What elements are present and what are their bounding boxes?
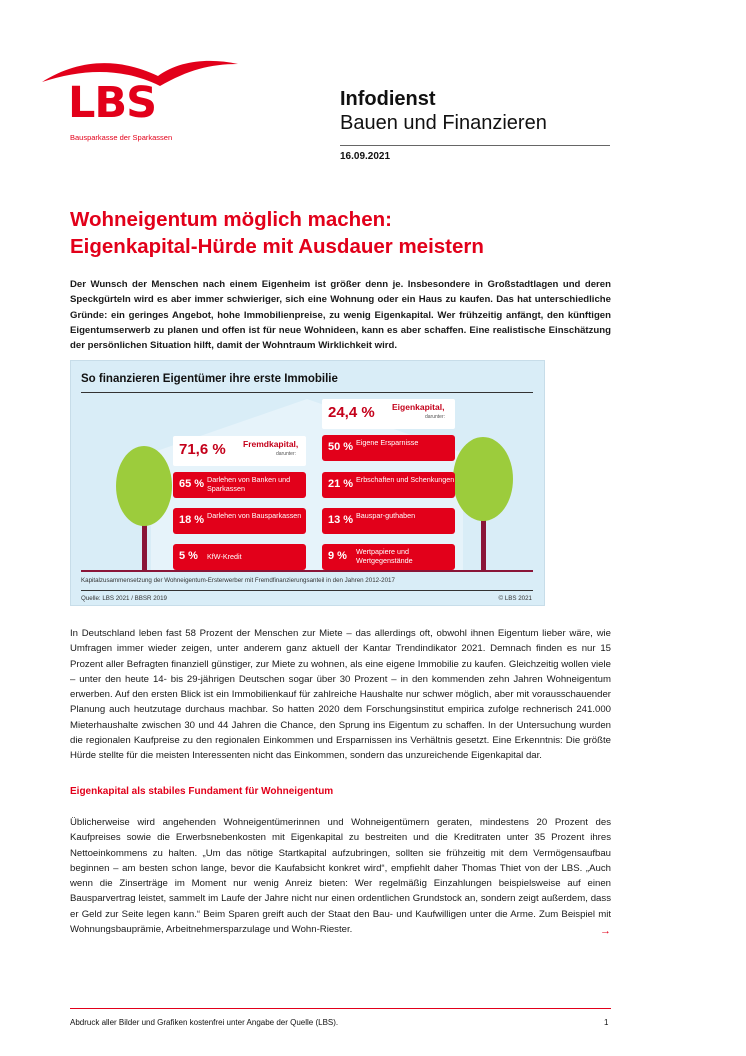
tree-crown-left: [116, 446, 172, 526]
row-label: Darlehen von Bausparkassen: [207, 511, 302, 520]
row-value: 5 %: [179, 550, 198, 562]
header-divider: [340, 145, 610, 146]
row-label: Bauspar-guthaben: [356, 511, 416, 520]
fremdkapital-sublabel: darunter:: [276, 451, 297, 457]
eigenkapital-row-4: [322, 544, 455, 570]
continue-arrow-icon: →: [600, 925, 611, 937]
fremdkapital-row-2: [173, 508, 306, 534]
infographic-title-divider: [81, 392, 533, 393]
infographic-title: So finanzieren Eigentümer ihre erste Immobilie: [81, 373, 338, 385]
infographic: [70, 360, 545, 606]
body-paragraph-1: In Deutschland leben fast 58 Prozent der Menschen zur Miete – das allerdings oft, obwohl ihnen Eigentum lieber wäre, wie Umfragen immer wieder zeigen, unter anderem ganz aktuell der Kantar Trendindikator 2021. Demnach finden es nur 15 Prozent aller Befragten finanziell günstiger, zur Miete zu wohnen, als eine eigene Immobilie zu kaufen. Gleichzeitig wollen viele – unter den heute 14- bis 29-jährigen Deutschen sogar über 30 Prozent – in den kommenden zehn Jahren Wohneigentum erwerben. Auf den ersten Blick ist ein Immobilienkauf für zahlreiche Haushalte nur schwer möglich, aber mit vorausschauender Planung auch heutzutage durchaus machbar. So hatten 2020 dem Forschungsinstitut empirica zufolge rechnerisch 241.000 Mieterhaushalte zwischen 30 und 44 Jahren die Chance, den Sprung ins Eigentum zu schaffen. In der Untersuchung wurden die regionalen Kaufpreise zu den regionalen Einkommen und Ersparnissen ins Verhältnis gesetzt. Eine Erkenntnis: Die größte Hürde stellte für die meisten Interessenten nicht das Einkommen, sondern das unzureichende Eigenkapital dar.: [70, 628, 611, 762]
page-title: [70, 206, 610, 260]
row-value: 13 %: [328, 514, 354, 526]
row-value: 9 %: [328, 550, 347, 562]
header-title: Infodienst: [340, 88, 436, 110]
lead-paragraph: Der Wunsch der Menschen nach einem Eigenheim ist größer denn je. Insbesondere in Großstadtlagen und deren Speckgürteln wird es aber immer schwieriger, sich eine Wohnung oder ein Haus zu kaufen. Das hat unterschiedliche Gründe: ein geringes Angebot, hohe Immobilienpreise, zu wenig Eigenkapital. Wer frühzeitig anfängt, den künftigen Eigentumserwerb zu planen und offen ist für neue Wohnideen, kann es aber schaffen. Eine realistische Einschätzung der persönlichen Situation hilft, damit der Wohntraum Wirklichkeit wird.: [70, 279, 611, 352]
section-heading: Eigenkapital als stabiles Fundament für Wohneigentum: [70, 786, 334, 797]
infographic-copyright: © LBS 2021: [498, 595, 532, 602]
eigenkapital-sublabel: darunter:: [425, 414, 446, 420]
header-date: 16.09.2021: [340, 151, 391, 162]
row-value: 65 %: [179, 478, 205, 490]
row-label: Wertpapiere und Wertgegenstände: [356, 547, 413, 565]
eigenkapital-row-1: [322, 435, 455, 461]
page-number: 1: [604, 1018, 609, 1027]
page-title-line1: Wohneigentum möglich machen:: [70, 208, 392, 231]
infographic-source: Quelle: LBS 2021 / BBSR 2019: [81, 595, 167, 602]
row-label: Darlehen von Banken und Sparkassen: [207, 475, 291, 493]
infographic-footnote: Kapitalzusammensetzung der Wohneigentum-Ersterwerber mit Fremdfinanzierungsanteil in den Jahren 2012-2017: [81, 577, 395, 584]
row-value: 21 %: [328, 478, 354, 490]
header-subtitle: Bauen und Finanzieren: [340, 112, 547, 134]
row-label: KfW-Kredit: [207, 552, 242, 561]
row-value: 50 %: [328, 441, 354, 453]
footer-divider: [70, 1008, 611, 1009]
eigenkapital-row-3: [322, 508, 455, 534]
fremdkapital-callout: [173, 436, 306, 466]
fremdkapital-row-3: [173, 544, 306, 570]
page-title-line2: Eigenkapital-Hürde mit Ausdauer meistern: [70, 235, 484, 258]
row-label: Eigene Ersparnisse: [356, 438, 419, 447]
body-paragraph-2: Üblicherweise wird angehenden Wohneigentümerinnen und Wohneigentümern geraten, mindestens 20 Prozent des Kaufpreises sowie die Erwerbsnebenkosten mit Eigenkapital zu bestreiten und die Kreditraten unter 35 Prozent ihres Nettoeinkommens zu halten. „Um das nötige Startkapital aufzubringen, sollten sie frühzeitig mit dem Vermögensaufbau beginnen – am besten schon lange, bevor die Kaufabsicht konkret wird“, empfiehlt daher Thomas Thiet von der LBS. „Auch wenn die Zinserträge im Moment nur wenig Anreiz bieten: Wer regelmäßig Einzahlungen beispielsweise auf einen Bausparvertrag leistet, sammelt im Laufe der Jahre nicht nur einen ordentlichen Grundstock an, sondern zeigt außerdem, dass er Geld zur Seite legen kann.“ Beim Sparen greift auch der Staat den Bau- und Kaufwilligen unter die Arme. Zum Beispiel mit Wohnungsbauprämie, Arbeitnehmersparzulage und Wohn-Riester.: [70, 817, 611, 936]
row-value: 18 %: [179, 514, 205, 526]
fremdkapital-share: 71,6 %: [179, 441, 226, 458]
eigenkapital-callout: [322, 399, 455, 429]
eigenkapital-label: Eigenkapital,: [392, 402, 445, 412]
fremdkapital-label: Fremdkapital,: [243, 439, 299, 449]
fremdkapital-row-1: [173, 472, 306, 498]
eigenkapital-row-2: [322, 472, 455, 498]
ground-line: [81, 570, 533, 572]
lbs-logo: LBS: [68, 78, 157, 128]
logo-tagline: Bausparkasse der Sparkassen: [70, 133, 173, 142]
row-label: Erbschaften und Schenkungen: [356, 475, 455, 484]
footer-note: Abdruck aller Bilder und Grafiken kostenfrei unter Angabe der Quelle (LBS).: [70, 1018, 339, 1027]
eigenkapital-share: 24,4 %: [328, 404, 375, 421]
infographic-footer-divider: [81, 590, 533, 591]
